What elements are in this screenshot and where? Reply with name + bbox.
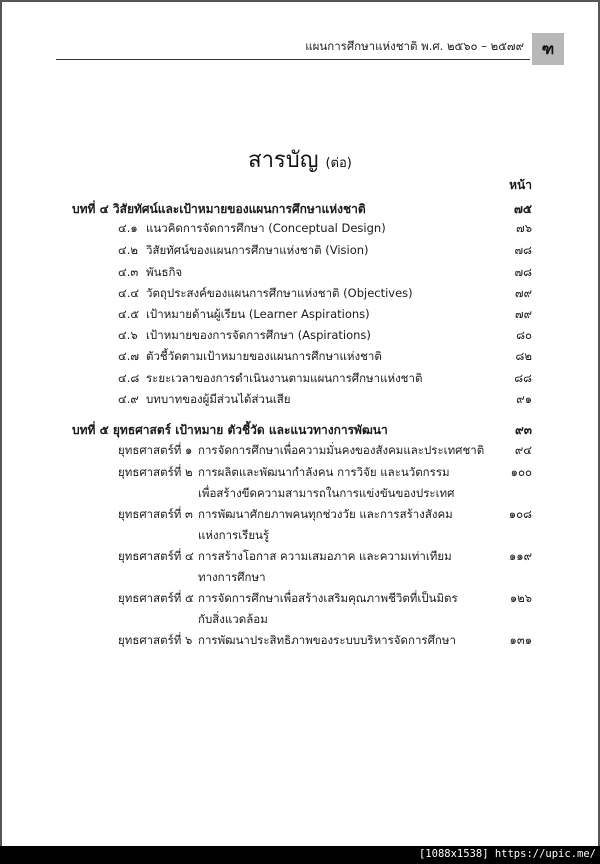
toc-entry [118,242,369,260]
strategy-title-line1: การจัดการศึกษาเพื่อความมั่นคงของสังคมและประเทศชาติ [198,443,485,457]
toc-entry-number: ๔.๑ [118,221,138,235]
strategy-entry [118,632,456,650]
title-sub: (ต่อ) [325,156,352,171]
header-rule [56,59,530,60]
toc-entry-number: ๔.๖ [118,328,138,342]
toc-entry-number: ๔.๓ [118,265,139,279]
strategy-label: ยุทธศาสตร์ที่ ๑ [118,443,193,457]
toc-entry [118,391,291,409]
strategy-title-line2: เพื่อสร้างขีดความสามารถในการแข่งขันของประเทศ [198,486,455,500]
toc-entry-number: ๔.๔ [118,286,140,300]
toc-entry [118,285,413,303]
strategy-title-line2: แห่งการเรียนรู้ [198,528,270,542]
toc-entry-text: ตัวชี้วัดตามเป้าหมายของแผนการศึกษาแห่งชาติ [146,349,382,363]
toc-entry-page: ๙๑ [516,392,532,406]
strategy-title-line2: กับสิ่งแวดล้อม [198,612,268,626]
chapter-5-label: บทที่ ๕ [72,423,109,437]
strategy-page: ๑๐๘ [508,507,532,521]
page-title [0,142,600,177]
chapter-4-title: วิสัยทัศน์และเป้าหมายของแผนการศึกษาแห่งชาติ [112,202,366,216]
toc-entry-text: พันธกิจ [146,265,183,279]
strategy-title-line1: การพัฒนาศักยภาพคนทุกช่วงวัย และการสร้างสังคม [198,507,453,521]
toc-entry-number: ๔.๗ [118,349,140,363]
strategy-title-line1: การจัดการศึกษาเพื่อสร้างเสริมคุณภาพชีวิตที่เป็นมิตร [198,591,458,605]
strategy-entry [118,464,450,482]
footer-watermark: [1088x1538] https://upic.me/ [418,848,596,860]
chapter-5-heading [72,421,388,440]
toc-entry [118,264,182,282]
page-border-top [0,0,600,2]
toc-entry-number: ๔.๕ [118,307,140,321]
strategy-title-line2: ทางการศึกษา [198,570,266,584]
toc-entry-number: ๔.๒ [118,243,138,257]
strategy-label: ยุทธศาสตร์ที่ ๓ [118,507,193,521]
strategy-page: ๑๓๑ [509,633,532,647]
toc-entry-page: ๗๘ [514,243,532,257]
toc-entry [118,220,386,238]
strategy-entry [118,442,484,460]
strategy-label: ยุทธศาสตร์ที่ ๕ [118,591,194,605]
strategy-title-line1: การสร้างโอกาส ความเสมอภาค และความเท่าเทียม [198,549,452,563]
toc-entry-page: ๘๐ [516,328,532,342]
chapter-4-heading [72,200,366,219]
toc-entry-page: ๗๙ [514,286,532,300]
toc-entry [118,306,370,324]
running-header: แผนการศึกษาแห่งชาติ พ.ศ. ๒๕๖๐ – ๒๕๗๙ [305,39,524,53]
toc-entry-text: ระยะเวลาของการดำเนินงานตามแผนการศึกษาแห่งชาติ [146,371,423,385]
strategy-label: ยุทธศาสตร์ที่ ๖ [118,633,193,647]
strategy-entry [118,548,452,566]
toc-entry-text: วิสัยทัศน์ของแผนการศึกษาแห่งชาติ (Vision) [146,243,369,257]
strategy-title-line1: การพัฒนาประสิทธิภาพของระบบบริหารจัดการศึกษา [198,633,456,647]
strategy-page: ๑๑๙ [508,549,532,563]
chapter-4-label: บทที่ ๔ [72,202,109,216]
toc-entry-text: เป้าหมายของการจัดการศึกษา (Aspirations) [146,328,371,342]
toc-entry [118,370,422,388]
strategy-label: ยุทธศาสตร์ที่ ๒ [118,465,193,479]
strategy-page: ๑๐๐ [510,465,532,479]
toc-entry-text: เป้าหมายด้านผู้เรียน (Learner Aspirations) [146,307,370,321]
chapter-4-page: ๗๕ [513,202,532,216]
toc-entry-text: แนวคิดการจัดการศึกษา (Conceptual Design) [146,221,386,235]
page-column-header: หน้า [509,178,532,192]
toc-entry-text: วัตถุประสงค์ของแผนการศึกษาแห่งชาติ (Objectives) [146,286,413,300]
toc-entry-number: ๔.๙ [118,392,139,406]
chapter-5-page: ๙๓ [515,423,532,437]
toc-entry-page: ๗๙ [514,307,532,321]
toc-entry-page: ๘๒ [515,349,532,363]
toc-entry-page: ๗๘ [514,265,532,279]
strategy-page: ๙๔ [514,443,532,457]
toc-entry-page: ๗๖ [516,221,532,235]
toc-entry [118,327,371,345]
strategy-title-line1: การผลิตและพัฒนากำลังคน การวิจัย และนวัตกรรม [198,465,450,479]
chapter-5-title: ยุทธศาสตร์ เป้าหมาย ตัวชี้วัด และแนวทางการพัฒนา [112,423,388,437]
strategy-entry [118,590,458,608]
strategy-label: ยุทธศาสตร์ที่ ๔ [118,549,194,563]
strategy-page: ๑๒๖ [509,591,532,605]
page-letter-tab: ฑ [532,33,564,65]
toc-entry-number: ๔.๘ [118,371,140,385]
page-border-left [0,0,2,846]
toc-entry [118,348,382,366]
toc-entry-text: บทบาทของผู้มีส่วนได้ส่วนเสีย [146,392,291,406]
strategy-entry [118,506,453,524]
title-main: สารบัญ [248,148,319,173]
toc-entry-page: ๘๘ [514,371,532,385]
